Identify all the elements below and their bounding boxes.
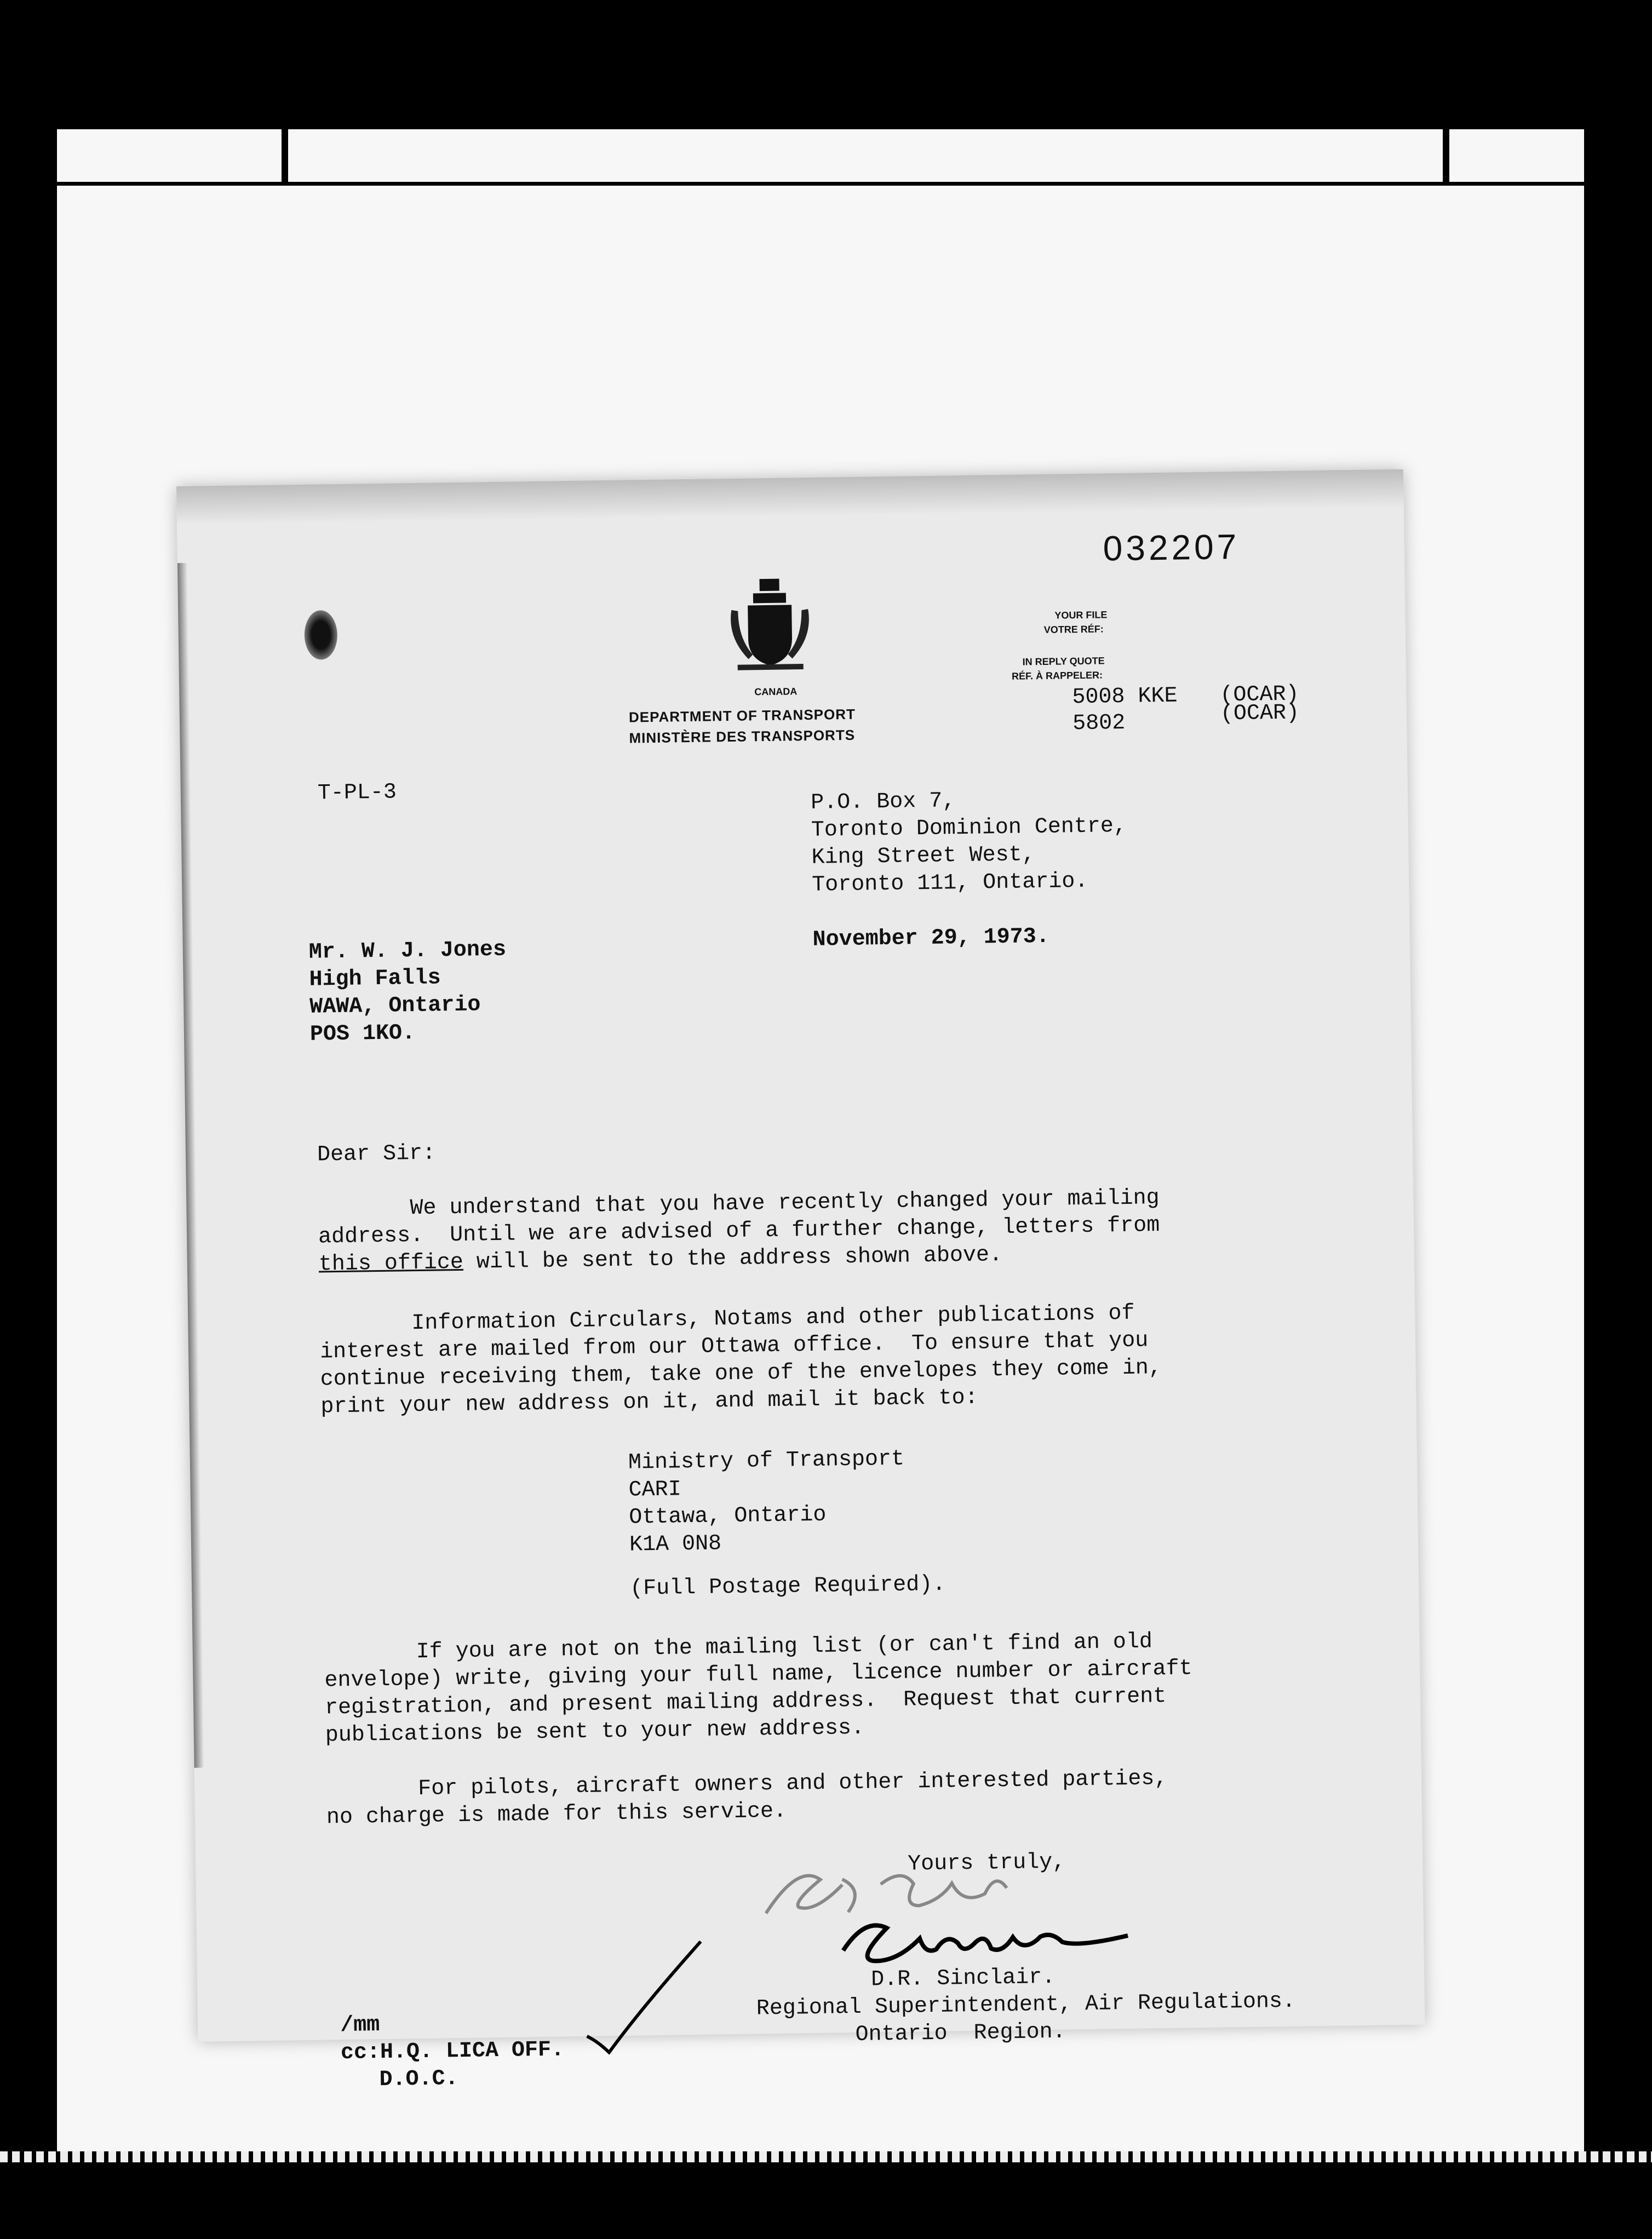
salutation: Dear Sir:	[317, 1141, 436, 1168]
body-line: print your new address on it, and mail it back to:	[320, 1385, 978, 1420]
body-line: If you are not on the mailing list (or can't find an old	[324, 1629, 1153, 1666]
body-line: Information Circulars, Notams and other publications of	[319, 1301, 1135, 1337]
body-line: publications be sent to your new address.	[325, 1715, 865, 1748]
body-line: For pilots, aircraft owners and other interested parties,	[325, 1766, 1168, 1803]
cc-line: cc:H.Q. LICA OFF.	[340, 2037, 565, 2066]
mailing-address-line: K1A 0N8	[629, 1531, 722, 1558]
mailing-address-line: CARI	[628, 1477, 681, 1503]
reply-quote-label-fr: RÉF. À RAPPELER:	[1011, 669, 1103, 682]
mailing-address-line: Ottawa, Ontario	[629, 1502, 827, 1530]
body-line: We understand that you have recently changed your mailing	[318, 1186, 1160, 1222]
file-number-stamp: 032207	[1103, 526, 1240, 569]
letter-date: November 29, 1973.	[812, 924, 1050, 952]
punch-hole	[304, 610, 337, 660]
recipient-line: POS 1KO.	[309, 1021, 416, 1047]
signatory-region: Ontario Region.	[855, 2019, 1066, 2047]
your-file-label-fr: VOTRE RÉF:	[1043, 623, 1104, 635]
frame-divider	[282, 129, 288, 182]
letter-page	[176, 469, 1425, 2093]
your-file-label: YOUR FILE	[1054, 609, 1108, 621]
frame-divider	[1443, 129, 1449, 182]
reference-number-2: 5802	[1072, 710, 1126, 737]
body-line: interest are mailed from our Ottawa office. To ensure that you	[319, 1328, 1149, 1365]
department-name-fr: MINISTÈRE DES TRANSPORTS	[629, 726, 856, 747]
frame-bottom-border	[0, 2162, 1652, 2239]
reference-code-1: (OCAR)	[1220, 682, 1299, 708]
department-name-en: DEPARTMENT OF TRANSPORT	[628, 705, 856, 726]
crest-caption: CANADA	[754, 686, 798, 698]
reference-number-1: 5008 KKE	[1072, 684, 1178, 710]
recipient-line: High Falls	[309, 966, 441, 992]
underlined-phrase: this office	[318, 1250, 464, 1277]
sender-address-line: P.O. Box 7,	[810, 789, 956, 816]
body-line: address. Until we are advised of a further change, letters from	[318, 1213, 1160, 1250]
signatory-title: Regional Superintendent, Air Regulations.	[756, 1989, 1296, 2022]
reference-code-2: (OCAR)	[1220, 701, 1300, 727]
recipient-line: Mr. W. J. Jones	[308, 937, 507, 965]
postage-note: (Full Postage Required).	[629, 1572, 946, 1601]
closing: Yours truly,	[907, 1850, 1066, 1877]
body-line: no charge is made for this service.	[326, 1799, 787, 1830]
typist-initials: /mm	[340, 2013, 380, 2039]
checkmark-icon	[580, 1925, 713, 2058]
sender-address-line: Toronto 111, Ontario.	[811, 869, 1088, 898]
body-line: envelope) write, giving your full name, licence number or aircraft	[324, 1656, 1192, 1693]
frame-top-bar	[57, 129, 1584, 186]
cc-line: D.O.C.	[379, 2066, 458, 2093]
frame-bottom-strip	[0, 2151, 1652, 2162]
body-line: registration, and present mailing address. Request that current	[324, 1684, 1167, 1721]
recipient-line: WAWA, Ontario	[309, 992, 481, 1020]
reply-quote-label: IN REPLY QUOTE	[1022, 655, 1105, 668]
body-line-tail: will be sent to the address shown above.	[463, 1243, 1003, 1275]
form-code: T-PL-3	[317, 780, 397, 806]
mailing-address-line: Ministry of Transport	[628, 1446, 905, 1476]
signatory-name: D.R. Sinclair.	[870, 1965, 1056, 1993]
coat-of-arms-icon	[725, 576, 814, 681]
sender-address-line: King Street West,	[811, 842, 1035, 870]
body-line: continue receiving them, take one of the envelopes they come in,	[320, 1356, 1162, 1392]
sender-address-line: Toronto Dominion Centre,	[811, 813, 1127, 843]
